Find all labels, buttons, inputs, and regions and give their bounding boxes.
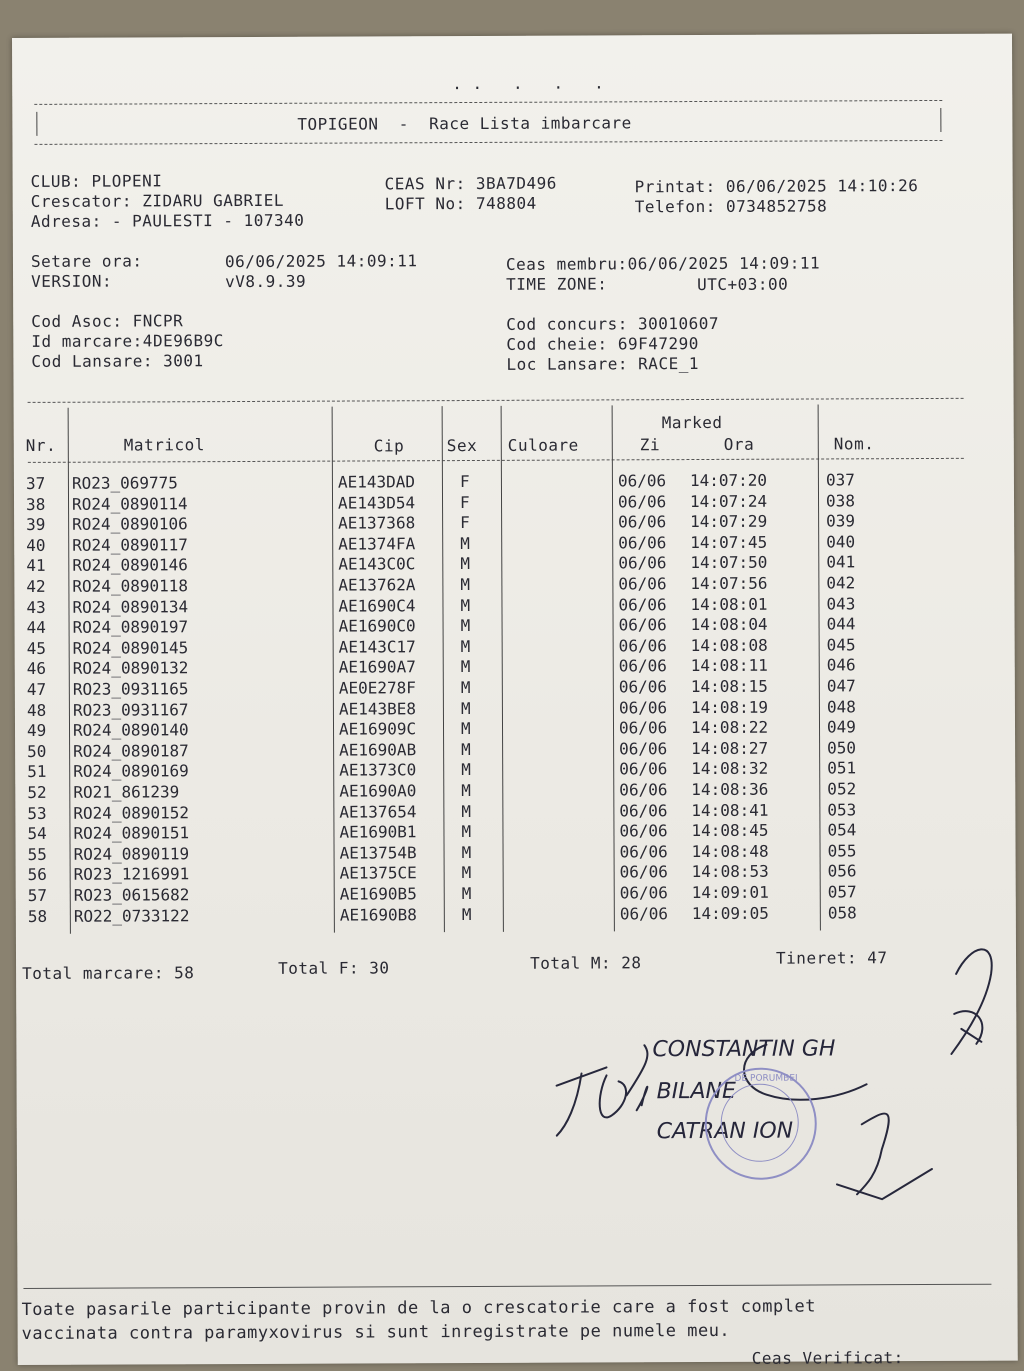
cell-nom: 053: [827, 799, 857, 820]
header-cip: Cip: [373, 436, 405, 456]
cell-sex: M: [461, 781, 471, 801]
cell-ora: 14:07:45: [690, 532, 768, 552]
cell-matricol: RO24_0890119: [73, 844, 190, 864]
cell-sex: M: [460, 595, 471, 615]
cell-cip: AE1690C0: [338, 616, 416, 636]
cell-matricol: RO23_069775: [71, 473, 178, 493]
cell-zi: 06/06: [619, 883, 668, 903]
cell-matricol: RO23_0931167: [72, 699, 189, 720]
cell-ora: 14:08:15: [690, 676, 768, 697]
tineret: Tineret: 47: [775, 948, 888, 968]
footer-divider: [23, 1284, 991, 1289]
cell-zi: 06/06: [618, 615, 667, 635]
cell-sex: M: [461, 842, 472, 862]
cell-matricol: RO24_0890106: [72, 514, 188, 534]
version-value: vV8.9.39: [225, 271, 307, 292]
cell-zi: 06/06: [618, 594, 667, 614]
cell-ora: 14:09:01: [691, 882, 769, 903]
cell-ora: 14:07:56: [690, 573, 768, 594]
time-zone-value: UTC+03:00: [697, 274, 789, 295]
total-m: Total M: 28: [530, 953, 642, 973]
cell-nom: 039: [826, 511, 856, 531]
cell-nom: 047: [826, 676, 856, 696]
cell-cip: AE143C0C: [338, 554, 416, 574]
cell-cip: AE143C17: [338, 637, 416, 657]
cell-matricol: RO24_0890132: [72, 658, 189, 679]
cell-nom: 052: [827, 779, 857, 799]
cell-cip: AE1374FA: [338, 534, 416, 554]
cell-cip: AE1690AB: [339, 740, 417, 760]
cell-zi: 06/06: [617, 471, 667, 491]
cell-nr: 58: [27, 906, 48, 926]
cell-nr: 50: [27, 741, 47, 761]
cell-ora: 14:07:50: [690, 553, 768, 573]
cell-zi: 06/06: [619, 841, 668, 862]
cell-ora: 14:09:05: [691, 903, 769, 923]
header-sex: Sex: [446, 435, 478, 456]
cell-zi: 06/06: [617, 491, 667, 511]
loc-lansare-field: Loc Lansare: RACE_1: [506, 354, 699, 374]
cell-nr: 38: [25, 494, 46, 514]
cell-cip: AE1373C0: [339, 760, 417, 780]
cell-zi: 06/06: [619, 903, 669, 923]
cell-zi: 06/06: [618, 532, 667, 553]
cell-sex: M: [461, 739, 471, 759]
cell-cip: AE137654: [339, 801, 417, 822]
cell-nr: 41: [26, 556, 46, 576]
cell-cip: AE1690C4: [338, 595, 416, 616]
cell-nom: 051: [827, 758, 857, 778]
header-dots: . . . . .: [452, 73, 605, 94]
cod-concurs-field: Cod concurs: 30010607: [506, 313, 720, 334]
cell-ora: 14:07:20: [689, 470, 768, 491]
cell-sex: M: [460, 698, 471, 718]
cell-matricol: RO24_0890114: [71, 493, 188, 514]
header-top-border: [34, 100, 942, 105]
cell-ora: 14:08:01: [690, 594, 768, 614]
id-marcare-field: Id marcare:4DE96B9C: [31, 331, 224, 351]
cell-cip: AE143D54: [337, 492, 416, 513]
cell-ora: 14:08:41: [691, 800, 769, 820]
cell-matricol: RO24_0890151: [73, 823, 190, 843]
cell-nom: 054: [827, 820, 857, 840]
cell-nr: 45: [26, 638, 46, 658]
cell-nom: 041: [826, 552, 856, 572]
cell-zi: 06/06: [619, 738, 668, 759]
cell-ora: 14:08:36: [691, 779, 769, 800]
signature-line-1: CONSTANTIN GH: [652, 1036, 836, 1063]
cell-cip: AE1690A0: [339, 781, 417, 801]
cell-sex: M: [461, 863, 472, 883]
cell-ora: 14:08:08: [690, 635, 768, 655]
cell-zi: 06/06: [619, 780, 668, 800]
footer-statement-line-1: Toate pasarile participante provin de la o crescatorie care a fost complet: [21, 1296, 816, 1320]
cell-ora: 14:08:53: [691, 862, 769, 882]
cell-nr: 42: [26, 576, 46, 596]
cell-ora: 14:08:32: [691, 759, 769, 779]
cell-nom: 056: [827, 861, 857, 881]
cell-sex: M: [461, 801, 472, 821]
cell-matricol: RO24_0890187: [73, 741, 189, 761]
header-matricol: Matricol: [123, 435, 205, 455]
club-field: CLUB: PLOPENI: [30, 171, 163, 191]
cell-nom: 046: [826, 655, 856, 675]
cell-cip: AE0E278F: [338, 678, 416, 698]
cell-zi: 06/06: [618, 553, 667, 573]
cell-nr: 46: [26, 659, 47, 679]
cell-matricol: RO24_0890117: [72, 535, 188, 555]
cell-cip: AE1690B1: [339, 822, 417, 842]
ceas-verificat-label: Ceas Verificat:: [751, 1348, 904, 1368]
table-header-bottom-border: [28, 458, 964, 463]
cell-nom: 055: [827, 841, 857, 861]
cell-matricol: RO24_0890197: [72, 617, 189, 637]
header-left-border: [36, 112, 37, 136]
cell-sex: M: [461, 884, 472, 904]
cell-sex: M: [460, 575, 471, 595]
cell-cip: AE143DAD: [337, 472, 416, 492]
header-bottom-border: [34, 140, 942, 145]
cell-nom: 058: [827, 902, 857, 923]
cell-nr: 54: [27, 824, 47, 844]
adresa-field: Adresa: - PAULESTI - 107340: [30, 210, 305, 231]
cell-nr: 40: [26, 535, 46, 555]
cell-cip: AE1690B8: [339, 904, 417, 925]
cell-nom: 040: [826, 532, 856, 552]
cell-ora: 14:08:04: [690, 614, 768, 635]
signature-line-3: CATRAN ION: [656, 1118, 794, 1145]
cell-cip: AE1690B5: [339, 884, 417, 904]
cell-cip: AE13754B: [339, 843, 417, 863]
cell-nom: 057: [827, 882, 857, 902]
cell-cip: AE13762A: [338, 575, 416, 595]
cell-zi: 06/06: [619, 862, 668, 882]
cod-asoc-field: Cod Asoc: FNCPR: [31, 311, 184, 331]
version-label: VERSION:: [31, 271, 113, 291]
cell-zi: 06/06: [619, 821, 668, 841]
cell-nr: 49: [26, 721, 47, 741]
cell-sex: M: [461, 822, 472, 842]
cell-matricol: RO23_1216991: [73, 864, 190, 885]
cell-sex: M: [460, 719, 471, 739]
cell-zi: 06/06: [618, 718, 668, 738]
cell-cip: AE1375CE: [339, 863, 417, 883]
footer-statement-line-2: vaccinata contra paramyxovirus si sunt inregistrate pe numele meu.: [21, 1320, 731, 1344]
cell-nom: 038: [825, 490, 855, 511]
cell-ora: 14:08:19: [690, 697, 769, 717]
cell-nom: 037: [825, 470, 855, 490]
cell-ora: 14:08:27: [691, 738, 769, 758]
cell-nom: 048: [826, 696, 856, 717]
cell-sex: M: [460, 616, 471, 636]
cell-matricol: RO24_0890169: [73, 761, 189, 782]
cell-ora: 14:08:45: [691, 820, 769, 841]
cell-sex: M: [460, 678, 471, 698]
cell-sex: F: [459, 492, 470, 512]
setare-ora-value: 06/06/2025 14:09:11: [224, 251, 418, 272]
cell-nr: 51: [27, 762, 47, 782]
cod-lansare-field: Cod Lansare: 3001: [31, 351, 204, 371]
cell-zi: 06/06: [618, 677, 668, 697]
cell-matricol: RO23_0615682: [73, 885, 190, 905]
cell-nr: 37: [25, 473, 46, 493]
ceas-membru-field: Ceas membru:06/06/2025 14:09:11: [505, 253, 821, 274]
cell-nom: 050: [827, 738, 857, 758]
cell-nom: 049: [826, 717, 856, 737]
cell-zi: 06/06: [618, 574, 667, 594]
header-nr: Nr.: [25, 435, 57, 455]
cell-nr: 47: [26, 679, 47, 699]
cell-cip: AE143BE8: [338, 698, 417, 719]
cell-ora: 14:08:11: [690, 656, 768, 676]
stamp-inner-ring: [721, 1084, 799, 1162]
cell-zi: 06/06: [618, 512, 667, 532]
cell-nr: 55: [27, 844, 47, 864]
cell-matricol: RO23_0931165: [72, 679, 189, 699]
cell-matricol: RO24_0890145: [72, 638, 189, 658]
cell-zi: 06/06: [618, 697, 668, 717]
cell-cip: AE1690A7: [338, 657, 416, 677]
cell-nom: 045: [826, 635, 856, 655]
crescator-field: Crescator: ZIDARU GABRIEL: [30, 190, 285, 211]
header-right-border: [940, 108, 941, 132]
cod-cheie-field: Cod cheie: 69F47290: [506, 334, 699, 354]
cell-ora: 14:08:48: [691, 841, 769, 861]
cell-sex: M: [460, 636, 471, 656]
total-f: Total F: 30: [278, 958, 390, 978]
header-marked: Marked: [661, 412, 723, 433]
cell-matricol: RO24_0890146: [72, 555, 188, 576]
cell-matricol: RO21_861239: [73, 782, 180, 802]
stamp-text: DE PORUMBEI: [734, 1073, 798, 1084]
printed-sheet: [12, 34, 1018, 1368]
printat-field: Printat: 06/06/2025 14:10:26: [634, 176, 919, 197]
setare-ora-label: Setare ora:: [30, 251, 143, 271]
cell-cip: AE16909C: [338, 719, 417, 739]
loft-no-field: LOFT No: 748804: [384, 193, 537, 214]
cell-nr: 52: [27, 782, 47, 802]
header-culoare: Culoare: [507, 435, 579, 455]
cell-nr: 44: [26, 618, 46, 638]
cell-nr: 53: [27, 803, 47, 823]
cell-sex: M: [460, 533, 470, 553]
cell-sex: F: [460, 513, 470, 533]
cell-sex: M: [460, 657, 471, 677]
cell-nom: 044: [826, 614, 856, 634]
cell-nom: 042: [826, 573, 856, 593]
table-row: [16, 902, 1016, 927]
header-nom: Nom.: [833, 434, 875, 454]
document-title: TOPIGEON - Race Lista imbarcare: [297, 113, 632, 134]
cell-matricol: RO24_0890140: [72, 720, 189, 740]
cell-ora: 14:07:24: [689, 491, 768, 511]
cell-ora: 14:08:22: [690, 717, 769, 738]
cell-matricol: RO24_0890134: [72, 596, 189, 617]
header-zi: Zi: [639, 435, 661, 455]
cell-nr: 39: [26, 515, 46, 535]
total-marcare: Total marcare: 58: [22, 963, 195, 983]
signature-line-2: BILANE: [656, 1078, 736, 1105]
cell-zi: 06/06: [619, 800, 668, 820]
ceas-nr-field: CEAS Nr: 3BA7D496: [384, 173, 557, 194]
cell-nom: 043: [826, 593, 856, 614]
cell-sex: M: [460, 554, 470, 574]
cell-cip: AE137368: [338, 513, 416, 533]
cell-zi: 06/06: [618, 656, 667, 676]
cell-matricol: RO24_0890118: [72, 576, 189, 596]
cell-sex: F: [459, 472, 470, 492]
cell-matricol: RO22_0733122: [73, 905, 190, 926]
cell-zi: 06/06: [618, 635, 667, 656]
telefon-field: Telefon: 0734852758: [634, 196, 828, 217]
cell-nr: 56: [27, 865, 47, 885]
header-ora: Ora: [723, 434, 755, 454]
cell-ora: 14:07:29: [690, 511, 768, 532]
cell-nr: 43: [26, 597, 46, 617]
time-zone-label: TIME ZONE:: [506, 274, 608, 294]
cell-matricol: RO24_0890152: [73, 802, 190, 823]
cell-nr: 57: [27, 885, 48, 905]
table-top-border: [28, 398, 964, 403]
cell-sex: M: [461, 760, 471, 780]
cell-nr: 48: [26, 700, 47, 720]
cell-sex: M: [461, 904, 472, 924]
cell-zi: 06/06: [619, 759, 668, 779]
association-stamp: [705, 1067, 817, 1179]
